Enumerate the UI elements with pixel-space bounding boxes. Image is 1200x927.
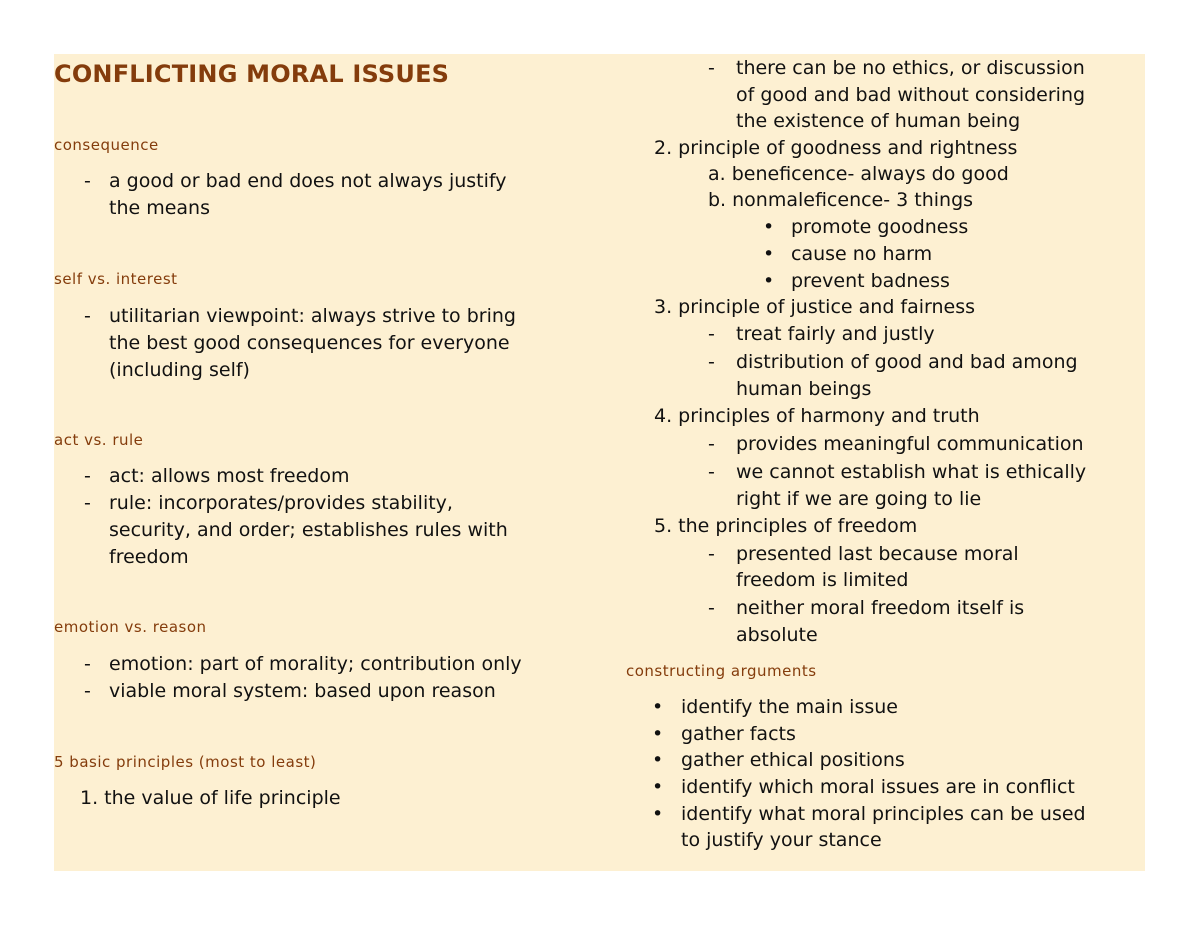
- bullet-marker: •: [652, 696, 664, 718]
- list-item-line: rule: incorporates/provides stability,: [109, 492, 453, 514]
- bullet-marker: •: [763, 216, 775, 238]
- list-item-line: freedom is limited: [736, 569, 909, 591]
- list-item-line: distribution of good and bad among: [736, 351, 1078, 373]
- list-item-line: promote goodness: [791, 216, 969, 238]
- principle-2b: b. nonmaleficence- 3 things: [708, 189, 974, 211]
- dash-marker: -: [708, 433, 715, 455]
- list-item-line: human beings: [736, 378, 872, 400]
- list-item-line: provides meaningful communication: [736, 433, 1084, 455]
- principle-1: 1. the value of life principle: [80, 787, 341, 809]
- bullet-marker: •: [652, 749, 664, 771]
- list-item-line: emotion: part of morality; contribution only: [109, 653, 522, 675]
- principle-4: 4. principles of harmony and truth: [654, 405, 980, 427]
- list-item-line: there can be no ethics, or discussion: [736, 57, 1085, 79]
- dash-marker: -: [708, 57, 715, 79]
- bullet-marker: •: [652, 803, 664, 825]
- list-item-line: right if we are going to lie: [736, 488, 982, 510]
- list-item-line: viable moral system: based upon reason: [109, 680, 496, 702]
- section-heading-self-interest: self vs. interest: [54, 270, 178, 288]
- list-item-line: absolute: [736, 624, 818, 646]
- bullet-marker: •: [763, 243, 775, 265]
- list-item-line: treat fairly and justly: [736, 323, 935, 345]
- list-item-line: freedom: [109, 546, 189, 568]
- section-heading-principles: 5 basic principles (most to least): [54, 753, 317, 771]
- list-item-line: neither moral freedom itself is: [736, 597, 1025, 619]
- principle-2a: a. beneficence- always do good: [708, 163, 1009, 185]
- section-heading-emotion-reason: emotion vs. reason: [54, 618, 207, 636]
- dash-marker: -: [84, 305, 91, 327]
- list-item-line: (including self): [109, 359, 250, 381]
- list-item-line: a good or bad end does not always justify: [109, 170, 507, 192]
- list-item-line: the existence of human being: [736, 110, 1021, 132]
- bullet-marker: •: [652, 776, 664, 798]
- dash-marker: -: [708, 597, 715, 619]
- bullet-marker: •: [763, 270, 775, 292]
- dash-marker: -: [84, 492, 91, 514]
- dash-marker: -: [84, 170, 91, 192]
- section-heading-consequence: consequence: [54, 136, 159, 154]
- dash-marker: -: [708, 323, 715, 345]
- list-item-line: utilitarian viewpoint: always strive to bring: [109, 305, 516, 327]
- section-heading-constructing-arguments: constructing arguments: [626, 662, 817, 680]
- principle-5: 5. the principles of freedom: [654, 515, 918, 537]
- list-item-line: identify the main issue: [681, 696, 898, 718]
- principle-2: 2. principle of goodness and rightness: [654, 137, 1018, 159]
- list-item-line: gather facts: [681, 723, 796, 745]
- list-item-line: of good and bad without considering: [736, 84, 1086, 106]
- list-item-line: presented last because moral: [736, 543, 1019, 565]
- dash-marker: -: [84, 653, 91, 675]
- bullet-marker: •: [652, 723, 664, 745]
- list-item-line: act: allows most freedom: [109, 465, 350, 487]
- list-item-line: prevent badness: [791, 270, 950, 292]
- list-item-line: we cannot establish what is ethically: [736, 461, 1087, 483]
- dash-marker: -: [708, 461, 715, 483]
- list-item-line: identify which moral issues are in conflict: [681, 776, 1075, 798]
- list-item-line: security, and order; establishes rules with: [109, 519, 508, 541]
- section-heading-act-rule: act vs. rule: [54, 431, 144, 449]
- cheat-sheet-panel: [54, 54, 1145, 871]
- dash-marker: -: [708, 543, 715, 565]
- dash-marker: -: [84, 465, 91, 487]
- dash-marker: -: [84, 680, 91, 702]
- page-title: CONFLICTING MORAL ISSUES: [54, 60, 450, 88]
- principle-3: 3. principle of justice and fairness: [654, 296, 976, 318]
- list-item-line: identify what moral principles can be used: [681, 803, 1086, 825]
- list-item-line: the means: [109, 197, 211, 219]
- list-item-line: gather ethical positions: [681, 749, 905, 771]
- list-item-line: the best good consequences for everyone: [109, 332, 510, 354]
- list-item-line: cause no harm: [791, 243, 933, 265]
- list-item-line: to justify your stance: [681, 829, 882, 851]
- dash-marker: -: [708, 351, 715, 373]
